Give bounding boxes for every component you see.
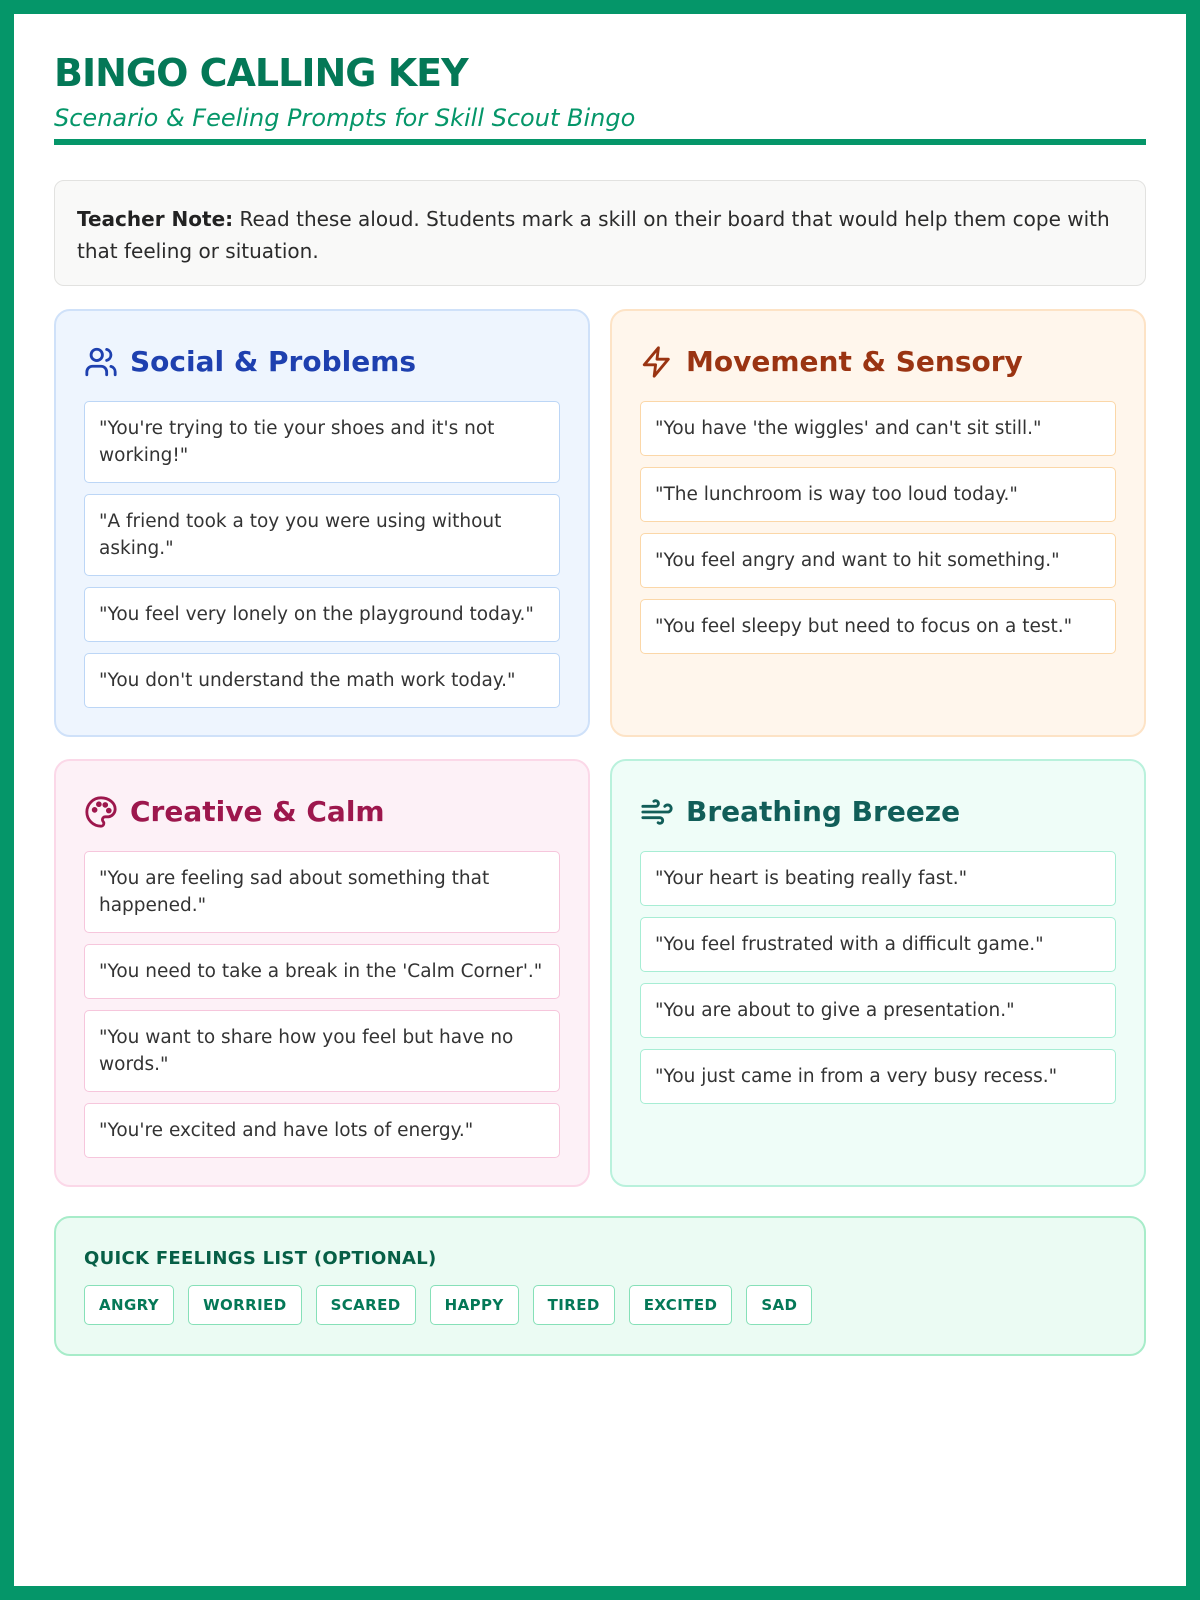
prompt-card: "You feel angry and want to hit something." <box>640 533 1116 588</box>
prompt-card: "You're excited and have lots of energy." <box>84 1103 560 1158</box>
feelings-chip-list <box>84 1285 1116 1325</box>
section-title: Creative & Calm <box>130 795 385 828</box>
teacher-note <box>54 180 1146 286</box>
section-social-problems <box>54 309 590 737</box>
section-movement-sensory <box>610 309 1146 737</box>
lightning-icon <box>640 345 674 379</box>
section-title: Social & Problems <box>130 345 417 378</box>
section-header <box>84 791 560 833</box>
prompt-card: "You feel sleepy but need to focus on a test." <box>640 599 1116 654</box>
quick-feelings-label: QUICK FEELINGS LIST (OPTIONAL) <box>84 1248 437 1269</box>
page-title: BINGO CALLING KEY <box>54 51 468 95</box>
feeling-chip: HAPPY <box>430 1285 519 1325</box>
prompt-card: "You have 'the wiggles' and can't sit still." <box>640 401 1116 456</box>
prompt-card: "The lunchroom is way too loud today." <box>640 467 1116 522</box>
prompt-card: "A friend took a toy you were using without asking." <box>84 494 560 576</box>
prompt-card: "You are feeling sad about something that happened." <box>84 851 560 933</box>
teacher-note-text: Read these aloud. Students mark a skill on their board that would help them cope with that feeling or situation. <box>77 207 1110 263</box>
teacher-note-label: Teacher Note: <box>77 207 234 231</box>
feeling-chip: TIRED <box>533 1285 615 1325</box>
page-subtitle: Scenario & Feeling Prompts for Skill Scout Bingo <box>54 103 636 132</box>
prompt-card: "You're trying to tie your shoes and it's not working!" <box>84 401 560 483</box>
feeling-chip: SCARED <box>316 1285 416 1325</box>
section-header <box>640 791 1116 833</box>
prompt-card: "You feel frustrated with a difficult game." <box>640 917 1116 972</box>
wind-icon <box>640 795 674 829</box>
prompt-card: "Your heart is beating really fast." <box>640 851 1116 906</box>
section-breathing-breeze <box>610 759 1146 1187</box>
feeling-chip: ANGRY <box>84 1285 174 1325</box>
prompt-card: "You need to take a break in the 'Calm Corner'." <box>84 944 560 999</box>
palette-icon <box>84 795 118 829</box>
users-icon <box>84 345 118 379</box>
prompt-card: "You just came in from a very busy recess." <box>640 1049 1116 1104</box>
section-title: Breathing Breeze <box>686 795 961 828</box>
prompt-card: "You are about to give a presentation." <box>640 983 1116 1038</box>
section-header <box>640 341 1116 383</box>
feeling-chip: SAD <box>746 1285 812 1325</box>
prompt-card: "You feel very lonely on the playground today." <box>84 587 560 642</box>
quick-feelings-panel <box>54 1216 1146 1356</box>
section-title: Movement & Sensory <box>686 345 1023 378</box>
prompt-card: "You don't understand the math work today." <box>84 653 560 708</box>
section-header <box>84 341 560 383</box>
prompt-card: "You want to share how you feel but have no words." <box>84 1010 560 1092</box>
feeling-chip: WORRIED <box>188 1285 301 1325</box>
section-creative-calm <box>54 759 590 1187</box>
feeling-chip: EXCITED <box>629 1285 733 1325</box>
header <box>54 51 1146 145</box>
